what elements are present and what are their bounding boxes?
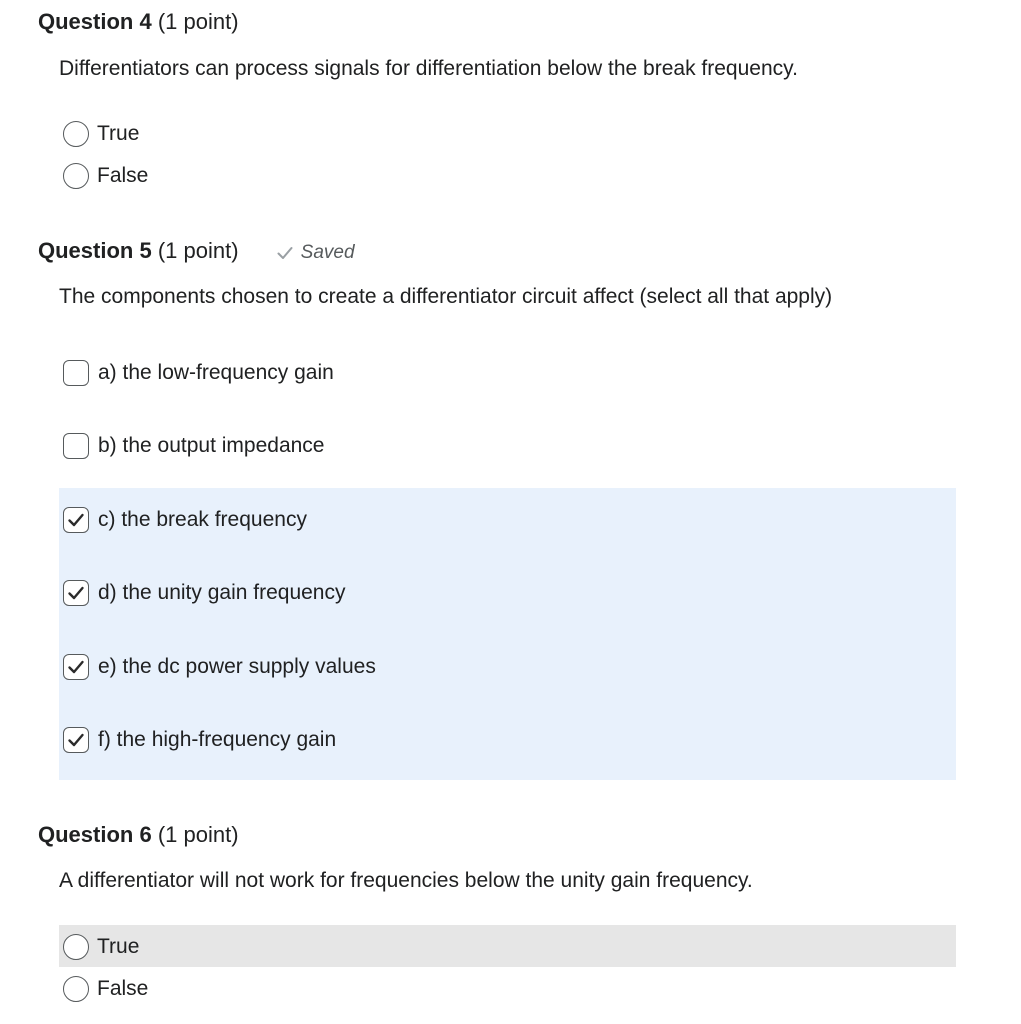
q5-option-d[interactable]	[59, 578, 956, 608]
radio-button[interactable]	[63, 934, 89, 960]
question-5-text: The components chosen to create a differentiator circuit affect (select all that apply)	[59, 285, 833, 308]
question-5-heading	[38, 237, 355, 267]
saved-status	[277, 239, 355, 267]
checkbox-checked[interactable]	[63, 507, 89, 533]
option-label: d) the unity gain frequency	[98, 581, 346, 604]
question-4-text: Differentiators can process signals for differentiation below the break frequency.	[59, 57, 798, 80]
checkbox[interactable]	[63, 433, 89, 459]
q5-option-e[interactable]	[59, 652, 956, 682]
q5-option-b[interactable]	[59, 431, 956, 461]
question-points: (1 point)	[157, 822, 239, 847]
question-points: (1 point)	[157, 238, 239, 263]
option-label: True	[97, 122, 140, 145]
question-title: Question 6	[38, 822, 152, 847]
saved-label: Saved	[300, 242, 355, 263]
radio-button[interactable]	[63, 976, 89, 1002]
check-icon	[277, 246, 293, 260]
question-6-heading	[38, 821, 239, 849]
question-4-heading	[38, 8, 239, 36]
q5-option-a[interactable]	[59, 358, 956, 388]
option-label: c) the break frequency	[98, 508, 307, 531]
checkmark-icon	[67, 659, 85, 675]
q6-option-true[interactable]	[59, 933, 956, 961]
q6-option-false[interactable]	[59, 975, 956, 1003]
option-label: f) the high-frequency gain	[98, 728, 337, 751]
checkmark-icon	[67, 585, 85, 601]
radio-button[interactable]	[63, 163, 89, 189]
checkbox-checked[interactable]	[63, 654, 89, 680]
checkmark-icon	[67, 512, 85, 528]
checkbox-checked[interactable]	[63, 727, 89, 753]
question-title: Question 5	[38, 238, 152, 263]
q4-option-false[interactable]	[59, 162, 956, 190]
q5-option-c[interactable]	[59, 505, 956, 535]
option-label: e) the dc power supply values	[98, 655, 376, 678]
question-points: (1 point)	[157, 9, 239, 34]
option-label: False	[97, 164, 149, 187]
checkmark-icon	[67, 732, 85, 748]
checkbox[interactable]	[63, 360, 89, 386]
option-label: False	[97, 977, 149, 1000]
question-title: Question 4	[38, 9, 152, 34]
q5-option-f[interactable]	[59, 725, 956, 755]
q4-option-true[interactable]	[59, 120, 956, 148]
option-label: b) the output impedance	[98, 434, 325, 457]
radio-button[interactable]	[63, 121, 89, 147]
option-label: a) the low-frequency gain	[98, 361, 334, 384]
question-6-text: A differentiator will not work for frequencies below the unity gain frequency.	[59, 869, 753, 892]
option-label: True	[97, 935, 140, 958]
checkbox-checked[interactable]	[63, 580, 89, 606]
